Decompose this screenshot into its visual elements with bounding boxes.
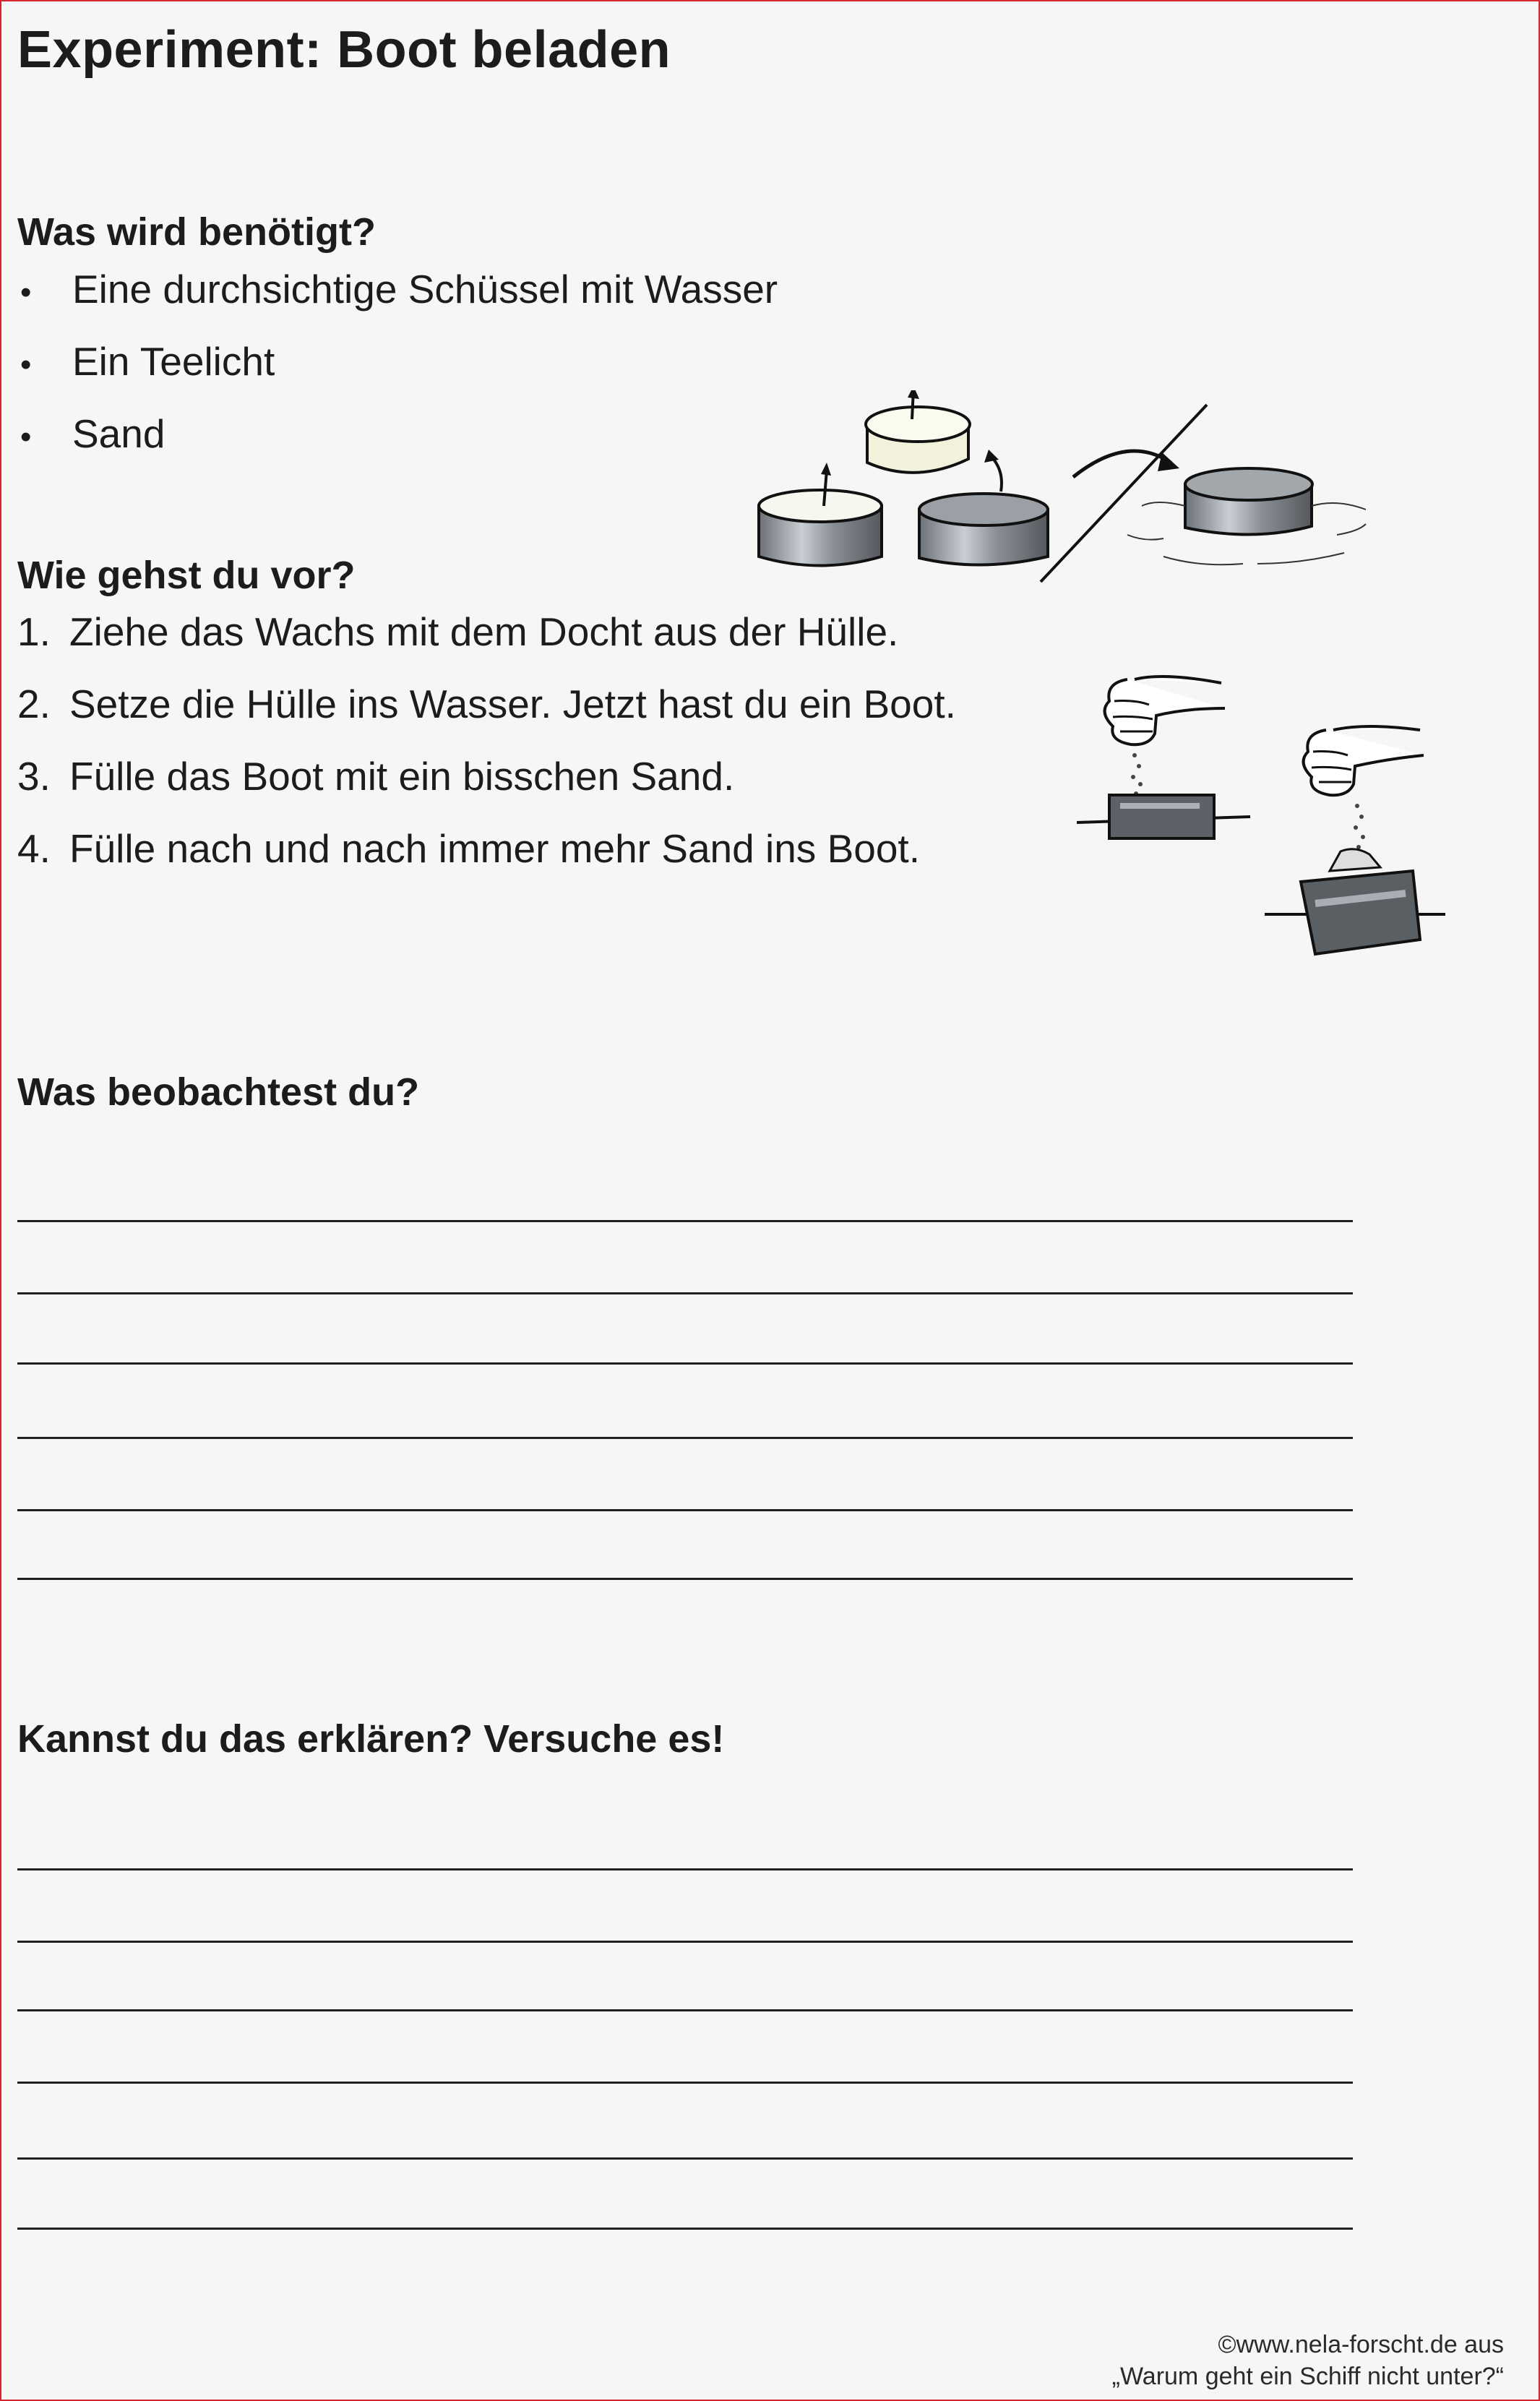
step-number: 1. — [17, 609, 51, 654]
worksheet-title: Experiment: Boot beladen — [17, 21, 671, 79]
procedure-heading: Wie gehst du vor? — [17, 554, 356, 597]
wax-disk — [866, 390, 970, 473]
answer-line[interactable] — [17, 1362, 1353, 1365]
step-text: Setze die Hülle ins Wasser. Jetzt hast du ein Boot. — [69, 682, 956, 726]
explanation-heading: Kannst du das erklären? Versuche es! — [17, 1717, 725, 1761]
step-text: Fülle nach und nach immer mehr Sand ins Boot. — [69, 826, 920, 871]
hand-icon — [1105, 677, 1225, 744]
observation-heading: Was beobachtest du? — [17, 1070, 420, 1114]
bullet-marker: • — [20, 347, 32, 382]
tealight-full — [759, 463, 882, 566]
answer-line[interactable] — [17, 1437, 1353, 1439]
step-number: 3. — [17, 754, 51, 799]
list-item — [17, 411, 778, 483]
floating-boat — [1127, 468, 1366, 564]
step-number: 2. — [17, 682, 51, 726]
answer-line[interactable] — [17, 2009, 1353, 2011]
material-item: Sand — [72, 411, 165, 456]
answer-line[interactable] — [17, 1941, 1353, 1943]
tealight-boat-illustration — [752, 390, 1373, 593]
answer-line[interactable] — [17, 2157, 1353, 2160]
step-text: Fülle das Boot mit ein bisschen Sand. — [69, 754, 735, 799]
answer-line[interactable] — [17, 1578, 1353, 1580]
footer-source: ©www.nela-forscht.de aus — [1218, 2331, 1504, 2358]
materials-list — [17, 266, 778, 483]
material-item: Ein Teelicht — [72, 339, 275, 384]
answer-line[interactable] — [17, 1509, 1353, 1511]
procedure-steps — [17, 609, 956, 898]
list-item — [17, 681, 956, 753]
divider-line — [1041, 405, 1207, 582]
bullet-marker: • — [20, 419, 32, 455]
sand-stream — [1354, 804, 1365, 849]
step-number: 4. — [17, 826, 51, 871]
list-item — [17, 609, 956, 681]
answer-line[interactable] — [17, 2082, 1353, 2084]
answer-line[interactable] — [17, 2228, 1353, 2230]
answer-line[interactable] — [17, 1868, 1353, 1870]
arrow-icon — [1073, 451, 1171, 477]
list-item — [17, 825, 956, 898]
material-item: Eine durchsichtige Schüssel mit Wasser — [72, 267, 778, 312]
list-item — [17, 266, 778, 338]
answer-line[interactable] — [17, 1220, 1353, 1222]
copyright-footer — [1112, 2329, 1504, 2392]
bullet-marker: • — [20, 275, 32, 310]
sand-pouring-illustration — [1077, 665, 1453, 983]
step-text: Ziehe das Wachs mit dem Docht aus der Hülle. — [69, 609, 899, 654]
list-item — [17, 338, 778, 411]
answer-line[interactable] — [17, 1292, 1353, 1294]
boat-light-load — [1109, 795, 1214, 838]
list-item — [17, 753, 956, 825]
hand-icon — [1304, 726, 1424, 795]
materials-heading: Was wird benötigt? — [17, 210, 376, 254]
footer-book-title: „Warum geht ein Schiff nicht unter?“ — [1111, 2363, 1504, 2390]
boat-heavy-load — [1301, 871, 1420, 954]
